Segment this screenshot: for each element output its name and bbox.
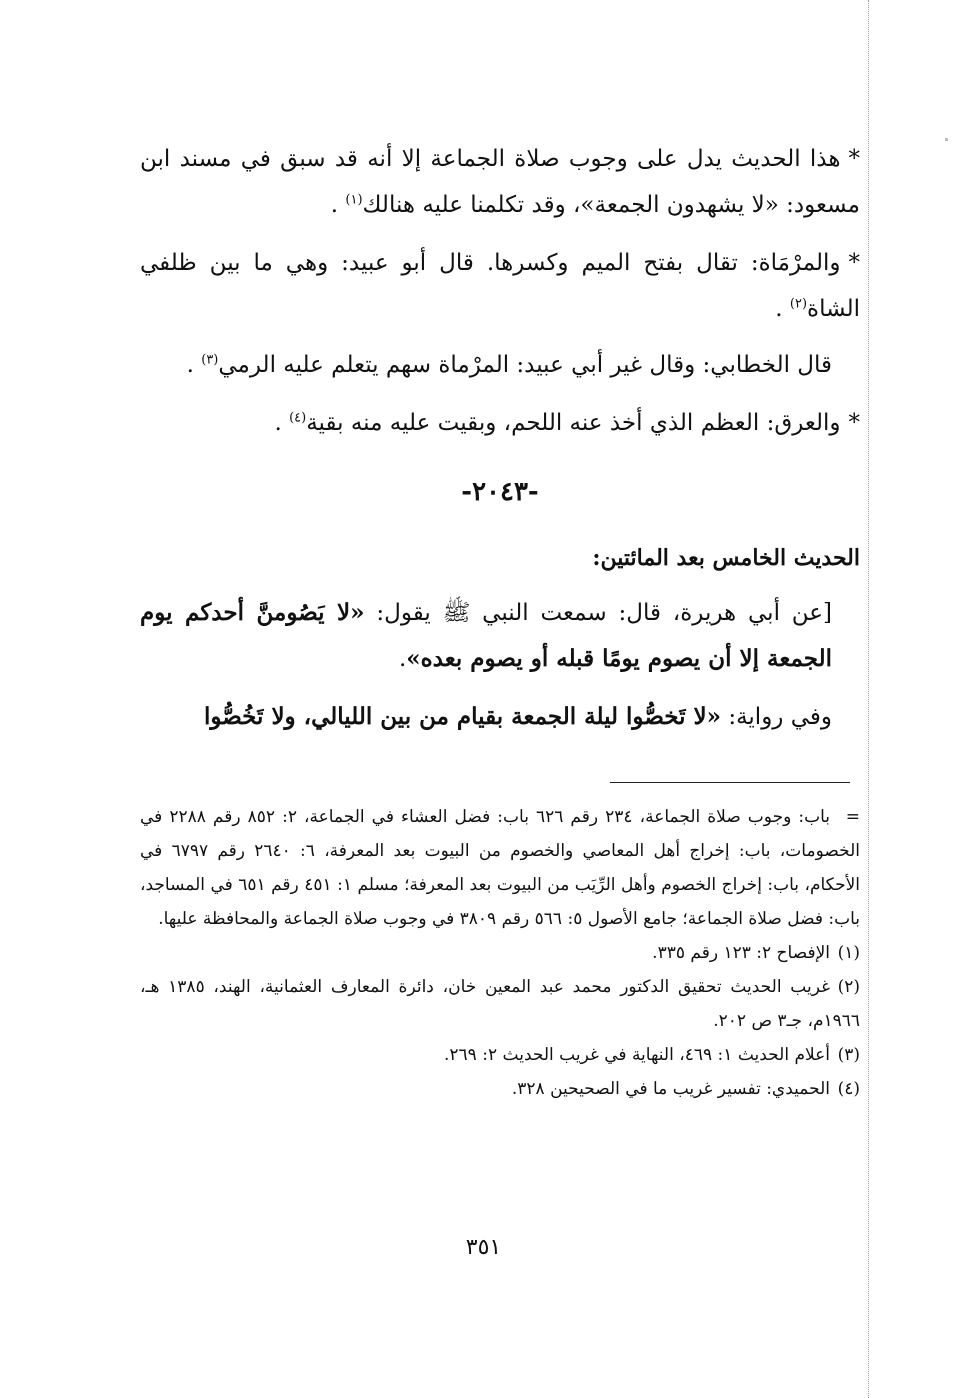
paragraph-5-intro: [عن أبي هريرة، قال: سمعت النبي ﷺ يقول: bbox=[364, 600, 832, 626]
footnote-text: الحميدي: تفسير غريب ما في الصحيحين ٣٢٨. bbox=[511, 1079, 830, 1099]
paragraph-5-end: . bbox=[398, 646, 407, 672]
footnotes bbox=[140, 800, 860, 1106]
footnote-separator bbox=[610, 782, 850, 783]
footnote-ref-3[interactable]: (٣) bbox=[201, 352, 219, 368]
main-text bbox=[140, 136, 860, 446]
footnote-number: (١) bbox=[837, 943, 860, 963]
paragraph-2 bbox=[140, 240, 860, 332]
footnote-number: (٤) bbox=[837, 1079, 860, 1099]
paragraph-4-text: والعرق: العظم الذي أخذ عنه اللحم، وبقيت عليه منه بقية bbox=[306, 410, 841, 436]
paragraph-4 bbox=[140, 400, 860, 446]
hadith-text: «لا يَصُومنَّ أحدكم يوم الجمعة إلا أن يصوم يومًا قبله أو يصوم بعده» bbox=[140, 599, 832, 672]
footnote-text: غريب الحديث تحقيق الدكتور محمد عبد المعين خان، دائرة المعارف العثمانية، الهند، ١٣٨٥ هـ، ١٩٦٦م، جـ٣ ص ٢٠٢. bbox=[140, 977, 860, 1031]
footnote-3 bbox=[140, 1038, 860, 1072]
hadith-heading: الحديث الخامس بعد المائتين: bbox=[592, 545, 860, 571]
paragraph-3-end: . bbox=[186, 352, 202, 378]
footnote-1 bbox=[140, 936, 860, 970]
hadith-section bbox=[140, 538, 860, 740]
page-number: ٣٥١ bbox=[465, 1235, 502, 1260]
star-bullet: * bbox=[848, 250, 860, 276]
footnote-number: (٢) bbox=[837, 977, 860, 997]
paragraph-1 bbox=[140, 136, 860, 228]
paragraph-6-intro: وفي رواية: bbox=[721, 704, 832, 730]
continuation-text: باب: وجوب صلاة الجماعة، ٢٣٤ رقم ٦٢٦ باب: فضل العشاء في الجماعة، ٢: ٨٥٢ رقم ٢٢٨٨ في الخصومات، باب: إخراج أهل المعاصي والخصوم من البيوت بعد المعرفة، ٦: ٢٦٤٠ رقم ٦٧٩٧ في الأحكام، باب: إخراج الخصوم وأهل الرِّيَب من البيوت بعد المعرفة؛ مسلم ١: ٤٥١ رقم ٦٥١ في المساجد، باب: فضل صلاة الجماعة؛ جامع الأصول ٥: ٥٦٦ رقم ٣٨٠٩ في وجوب صلاة الجماعة والمحافظة عليها. bbox=[140, 807, 860, 929]
paragraph-6 bbox=[140, 694, 860, 740]
paragraph-2-text: والمرْمَاة: تقال بفتح الميم وكسرها. قال أبو عبيد: وهي ما بين ظلفي الشاة bbox=[140, 250, 860, 322]
footnote-text: أعلام الحديث ١: ٤٦٩، النهاية في غريب الحديث ٢: ٢٦٩. bbox=[444, 1045, 830, 1065]
footnote-ref-2[interactable]: (٢) bbox=[789, 296, 808, 312]
footnote-continuation bbox=[140, 800, 860, 936]
paragraph-3-text: قال الخطابي: وقال غير أبي عبيد: المرْماة سهم يتعلم عليه الرمي bbox=[218, 352, 832, 378]
continuation-mark: = bbox=[845, 807, 860, 827]
paragraph-3 bbox=[140, 342, 860, 388]
paragraph-1-text: هذا الحديث يدل على وجوب صلاة الجماعة إلا أنه قد سبق في مسند ابن مسعود: «لا يشهدون الجمعة»، وقد تكلمنا عليه هنالك bbox=[140, 146, 860, 218]
footnote-text: الإفصاح ٢: ١٢٣ رقم ٣٣٥. bbox=[652, 943, 830, 963]
paragraph-1-end: . bbox=[330, 192, 346, 218]
star-bullet: * bbox=[848, 410, 860, 436]
footnote-4 bbox=[140, 1072, 860, 1106]
footnote-2 bbox=[140, 970, 860, 1038]
scan-speck bbox=[945, 138, 948, 141]
paragraph-4-end: . bbox=[274, 410, 290, 436]
paragraph-2-end: . bbox=[775, 296, 790, 322]
hadith-number: -٢٠٤٣- bbox=[461, 477, 539, 507]
star-bullet: * bbox=[848, 146, 860, 172]
hadith-variant-text: «لا تَخصُّوا ليلة الجمعة بقيام من بين الليالي، ولا تَخُصُّوا bbox=[203, 703, 722, 730]
footnote-ref-1[interactable]: (١) bbox=[345, 192, 363, 208]
paragraph-5 bbox=[140, 590, 860, 682]
footnote-ref-4[interactable]: (٤) bbox=[289, 410, 307, 426]
page-edge-line bbox=[868, 0, 869, 1398]
footnote-number: (٣) bbox=[837, 1045, 860, 1065]
